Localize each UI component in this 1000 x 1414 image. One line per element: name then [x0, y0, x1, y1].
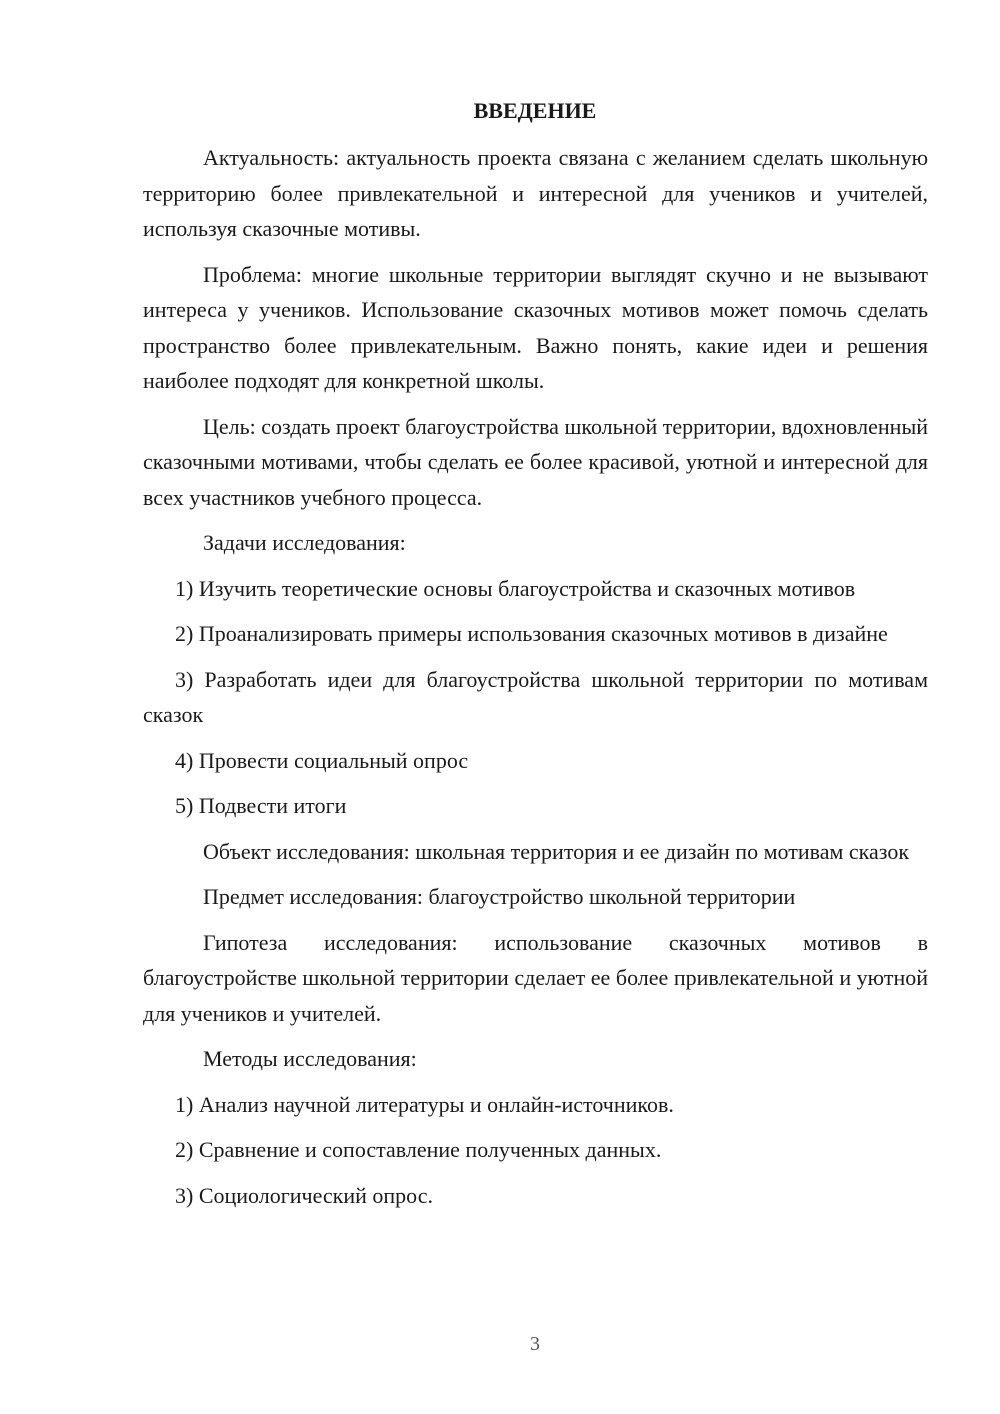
task-item-4: 4) Провести социальный опрос	[175, 747, 469, 773]
goal-paragraph: Цель: создать проект благоустройства школьной территории, вдохновленный сказочными мотивами, чтобы сделать ее более красивой, уютной и интересной для всех участников учебного процесса.	[143, 413, 928, 510]
task-item-3: 3) Разработать идеи для благоустройства школьной территории по мотивам сказок	[143, 666, 928, 727]
task-item-1: 1) Изучить теоретические основы благоустройства и сказочных мотивов	[175, 575, 856, 601]
methods-heading: Методы исследования:	[203, 1046, 417, 1071]
method-item-3: 3) Социологический опрос.	[175, 1182, 433, 1208]
subject-paragraph: Предмет исследования: благоустройство школьной территории	[203, 884, 796, 909]
problem-paragraph: Проблема: многие школьные территории выглядят скучно и не вызывают интереса у учеников. Использование сказочных мотивов может помочь сделать пространство более привлекательным. Важно понять, какие идеи и решения наиболее подходят для конкретной школы.	[143, 261, 928, 393]
method-item-2: 2) Сравнение и сопоставление полученных данных.	[175, 1137, 662, 1162]
document-body	[143, 140, 928, 1223]
method-item-1: 1) Анализ научной литературы и онлайн-источников.	[175, 1091, 674, 1117]
object-paragraph: Объект исследования: школьная территория и ее дизайн по мотивам сказок	[203, 838, 910, 864]
task-item-5: 5) Подвести итоги	[175, 793, 347, 818]
page-number: 3	[530, 1333, 540, 1355]
relevance-paragraph: Актуальность: актуальность проекта связана с желанием сделать школьную территорию более привлекательной и интересной для учеников и учителей, используя сказочные мотивы.	[143, 145, 928, 241]
page-title: ВВЕДЕНИЕ	[473, 98, 597, 123]
hypothesis-paragraph: Гипотеза исследования: использование сказочных мотивов в благоустройстве школьной территории сделает ее более привлекательной и уютной для учеников и учителей.	[143, 929, 928, 1026]
tasks-heading: Задачи исследования:	[203, 530, 406, 555]
task-item-2: 2) Проанализировать примеры использования сказочных мотивов в дизайне	[175, 621, 888, 646]
